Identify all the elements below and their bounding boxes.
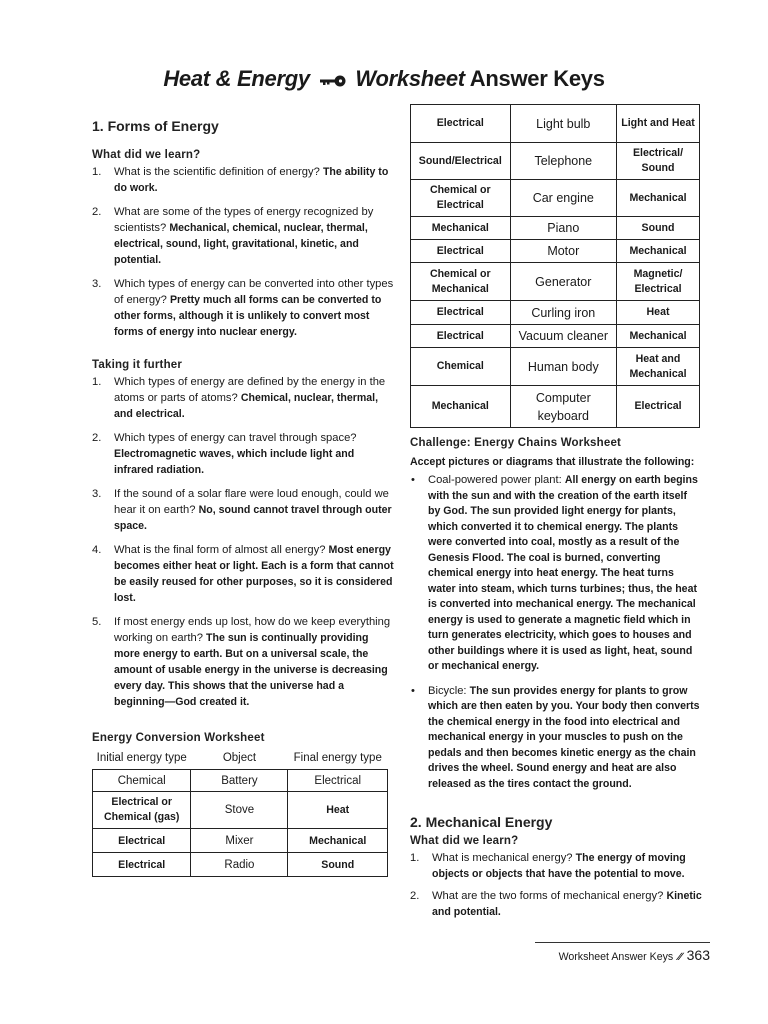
header-final: Final energy type <box>293 752 382 764</box>
list-item-text: The sun provides energy for plants to grow which are then eaten by you. Your body then converts the chemical energy in the food into electrical and mechanical energy in your muscles to push on the pedals and then becomes kinetic energy as the chain drives the wheel. Sound energy and heat are also released as the tires contact the ground. <box>428 684 700 790</box>
question-item <box>410 888 702 920</box>
table-row <box>411 348 700 386</box>
cell-initial: Mechanical <box>411 217 511 240</box>
answer-text: The ability to do work. <box>114 166 389 194</box>
cell-initial: Electrical <box>93 853 191 877</box>
table-row <box>411 301 700 325</box>
answer-text: Most energy becomes either heat or light. Each is a form that cannot be easily reused for other purposes, so it is considered lost. <box>114 544 394 604</box>
table-row <box>411 240 700 263</box>
question-text: What are some of the types of energy recognized by scientists? <box>114 206 374 234</box>
question-text: What is the final form of almost all energy? <box>114 544 326 556</box>
question-number: 5. <box>92 616 102 628</box>
question-text: Which types of energy can be converted into other types of energy? <box>114 278 394 306</box>
cell-object: Stove <box>191 792 288 829</box>
cell-final: Electrical/ Sound <box>617 143 700 180</box>
question-text: What is the scientific definition of energy? <box>114 166 320 178</box>
question-item <box>92 614 394 710</box>
title-worksheet: Worksheet <box>355 66 465 91</box>
cell-initial: Electrical or Chemical (gas) <box>93 792 191 829</box>
cell-final: Electrical <box>288 770 388 792</box>
question-number: 4. <box>92 544 102 556</box>
question-item <box>92 204 394 268</box>
cell-final: Heat <box>617 301 700 325</box>
cell-object: Battery <box>191 770 288 792</box>
table-row <box>411 325 700 348</box>
question-number: 1. <box>410 852 420 864</box>
left-column <box>92 118 394 877</box>
cell-initial: Electrical <box>411 105 511 143</box>
cell-initial: Electrical <box>411 325 511 348</box>
header-object: Object <box>222 752 257 764</box>
subheading-learned: What did we learn? <box>92 149 201 161</box>
cell-object: Generator <box>510 263 617 301</box>
question-item <box>92 164 394 196</box>
subheading-conversion: Energy Conversion Worksheet <box>92 732 265 744</box>
question-number: 3. <box>92 278 102 290</box>
cell-object: Radio <box>191 853 288 877</box>
table-row <box>411 217 700 240</box>
cell-object: Vacuum cleaner <box>510 325 617 348</box>
cell-final: Sound <box>288 853 388 877</box>
table-row <box>93 770 388 792</box>
answer-text: The energy of moving objects or objects that have the potential to move. <box>432 852 686 880</box>
bullet-icon: • <box>411 684 415 697</box>
conversion-table <box>92 750 388 877</box>
cell-final: Mechanical <box>617 240 700 263</box>
cell-final: Light and Heat <box>617 105 700 143</box>
page-title <box>0 66 768 93</box>
cell-initial: Electrical <box>93 829 191 853</box>
cell-final: Mechanical <box>288 829 388 853</box>
list-item <box>410 684 702 793</box>
conversion-table-continued <box>410 104 700 428</box>
cell-initial: Chemical or Electrical <box>411 180 511 217</box>
list-item-text: All energy on earth begins with the sun and with the creation of the earth itself by God. The sun provided light energy for plants, which converted it to chemical energy. The plants were converted into coal, mostly as a result of the Genesis Flood. The coal is burned, converting chemical energy into heat energy. The heat turns water into steam, which turns turbines; thus, the heat is converted into mechanical energy. The mechanical energy is used to generate a magnetic field which in turn generates electricity, which goes to houses and other buildings where it is used as light, heat, sound or mechanical energy. <box>428 474 698 672</box>
question-number: 2. <box>410 890 420 902</box>
title-answer-keys: Answer Keys <box>469 66 605 91</box>
cell-initial: Sound/Electrical <box>411 143 511 180</box>
table-row <box>93 829 388 853</box>
challenge-intro: Accept pictures or diagrams that illustrate the following: <box>410 456 695 468</box>
page-number: 363 <box>686 947 710 963</box>
cell-initial: Mechanical <box>411 386 511 428</box>
bullet-icon: • <box>411 474 415 486</box>
question-text: What are the two forms of mechanical energy? <box>432 890 664 902</box>
cell-final: Magnetic/ Electrical <box>617 263 700 301</box>
question-number: 1. <box>92 166 102 178</box>
header-initial: Initial energy type <box>96 752 187 764</box>
subheading-challenge: Challenge: Energy Chains Worksheet <box>410 437 622 449</box>
table-row <box>411 263 700 301</box>
answer-text: The sun is continually providing more energy to earth. But on a universal scale, the amount of usable energy in the universe is decreasing every day. This shows that the universe had a beginning—God created it. <box>114 632 388 708</box>
cell-final: Electrical <box>617 386 700 428</box>
cell-final: Mechanical <box>617 325 700 348</box>
subheading-learned: What did we learn? <box>410 835 519 847</box>
question-item <box>92 542 394 606</box>
cell-initial: Chemical <box>411 348 511 386</box>
list-item-label: Bicycle: <box>428 684 467 697</box>
key-icon <box>320 67 346 93</box>
answer-text: Mechanical, chemical, nuclear, thermal, electrical, sound, light, gravitational, kinetic, and potential. <box>114 222 368 266</box>
question-text: Which types of energy are defined by the energy in the atoms or parts of atoms? <box>114 376 386 404</box>
table-row <box>411 386 700 428</box>
cell-final: Heat and Mechanical <box>617 348 700 386</box>
title-subject: Heat & Energy <box>163 66 310 91</box>
cell-final: Heat <box>288 792 388 829</box>
cell-object: Human body <box>510 348 617 386</box>
right-column <box>410 104 702 920</box>
answer-text: Kinetic and potential. <box>432 890 702 918</box>
table-row <box>93 792 388 829</box>
question-item <box>410 850 702 882</box>
list-item-label: Coal-powered power plant: <box>428 474 562 486</box>
footer-label: Worksheet Answer Keys <box>558 951 674 963</box>
question-text: If most energy ends up lost, how do we keep everything working on earth? <box>114 616 391 644</box>
cell-object: Curling iron <box>510 301 617 325</box>
table-row <box>93 853 388 877</box>
cell-initial: Electrical <box>411 301 511 325</box>
footer-separator-icon: ∕∕ <box>678 951 682 963</box>
answer-text: No, sound cannot travel through outer space. <box>114 504 392 532</box>
question-item <box>92 430 394 478</box>
section-heading-mechanical: 2. Mechanical Energy <box>410 814 553 830</box>
table-header-row <box>93 750 388 770</box>
cell-object: Car engine <box>510 180 617 217</box>
cell-initial: Chemical <box>93 770 191 792</box>
cell-object: Piano <box>510 217 617 240</box>
question-item <box>92 374 394 422</box>
question-number: 1. <box>92 376 102 388</box>
cell-object: Telephone <box>510 143 617 180</box>
cell-initial: Chemical or Mechanical <box>411 263 511 301</box>
page-footer <box>535 942 710 963</box>
answer-text: Electromagnetic waves, which include light and infrared radiation. <box>114 448 355 476</box>
table-row <box>411 180 700 217</box>
cell-final: Sound <box>617 217 700 240</box>
question-text: Which types of energy can travel through space? <box>114 432 357 444</box>
cell-object: Light bulb <box>510 105 617 143</box>
question-number: 2. <box>92 206 102 218</box>
subheading-further: Taking it further <box>92 359 183 371</box>
table-row <box>411 143 700 180</box>
question-item <box>92 486 394 534</box>
list-item <box>410 473 702 675</box>
question-number: 3. <box>92 488 102 500</box>
question-item <box>92 276 394 340</box>
answer-text: Pretty much all forms can be converted to other forms, although it is unlikely to convert most forms of energy into nuclear energy. <box>114 294 382 338</box>
cell-object: Mixer <box>191 829 288 853</box>
question-text: If the sound of a solar flare were loud enough, could we hear it on earth? <box>114 488 389 516</box>
question-text: What is mechanical energy? <box>432 852 573 864</box>
cell-final: Mechanical <box>617 180 700 217</box>
section-heading-forms: 1. Forms of Energy <box>92 118 219 134</box>
cell-object: Computer keyboard <box>510 386 617 428</box>
cell-object: Motor <box>510 240 617 263</box>
question-number: 2. <box>92 432 102 444</box>
table-row <box>411 105 700 143</box>
cell-initial: Electrical <box>411 240 511 263</box>
answer-text: Chemical, nuclear, thermal, and electrical. <box>114 392 379 420</box>
